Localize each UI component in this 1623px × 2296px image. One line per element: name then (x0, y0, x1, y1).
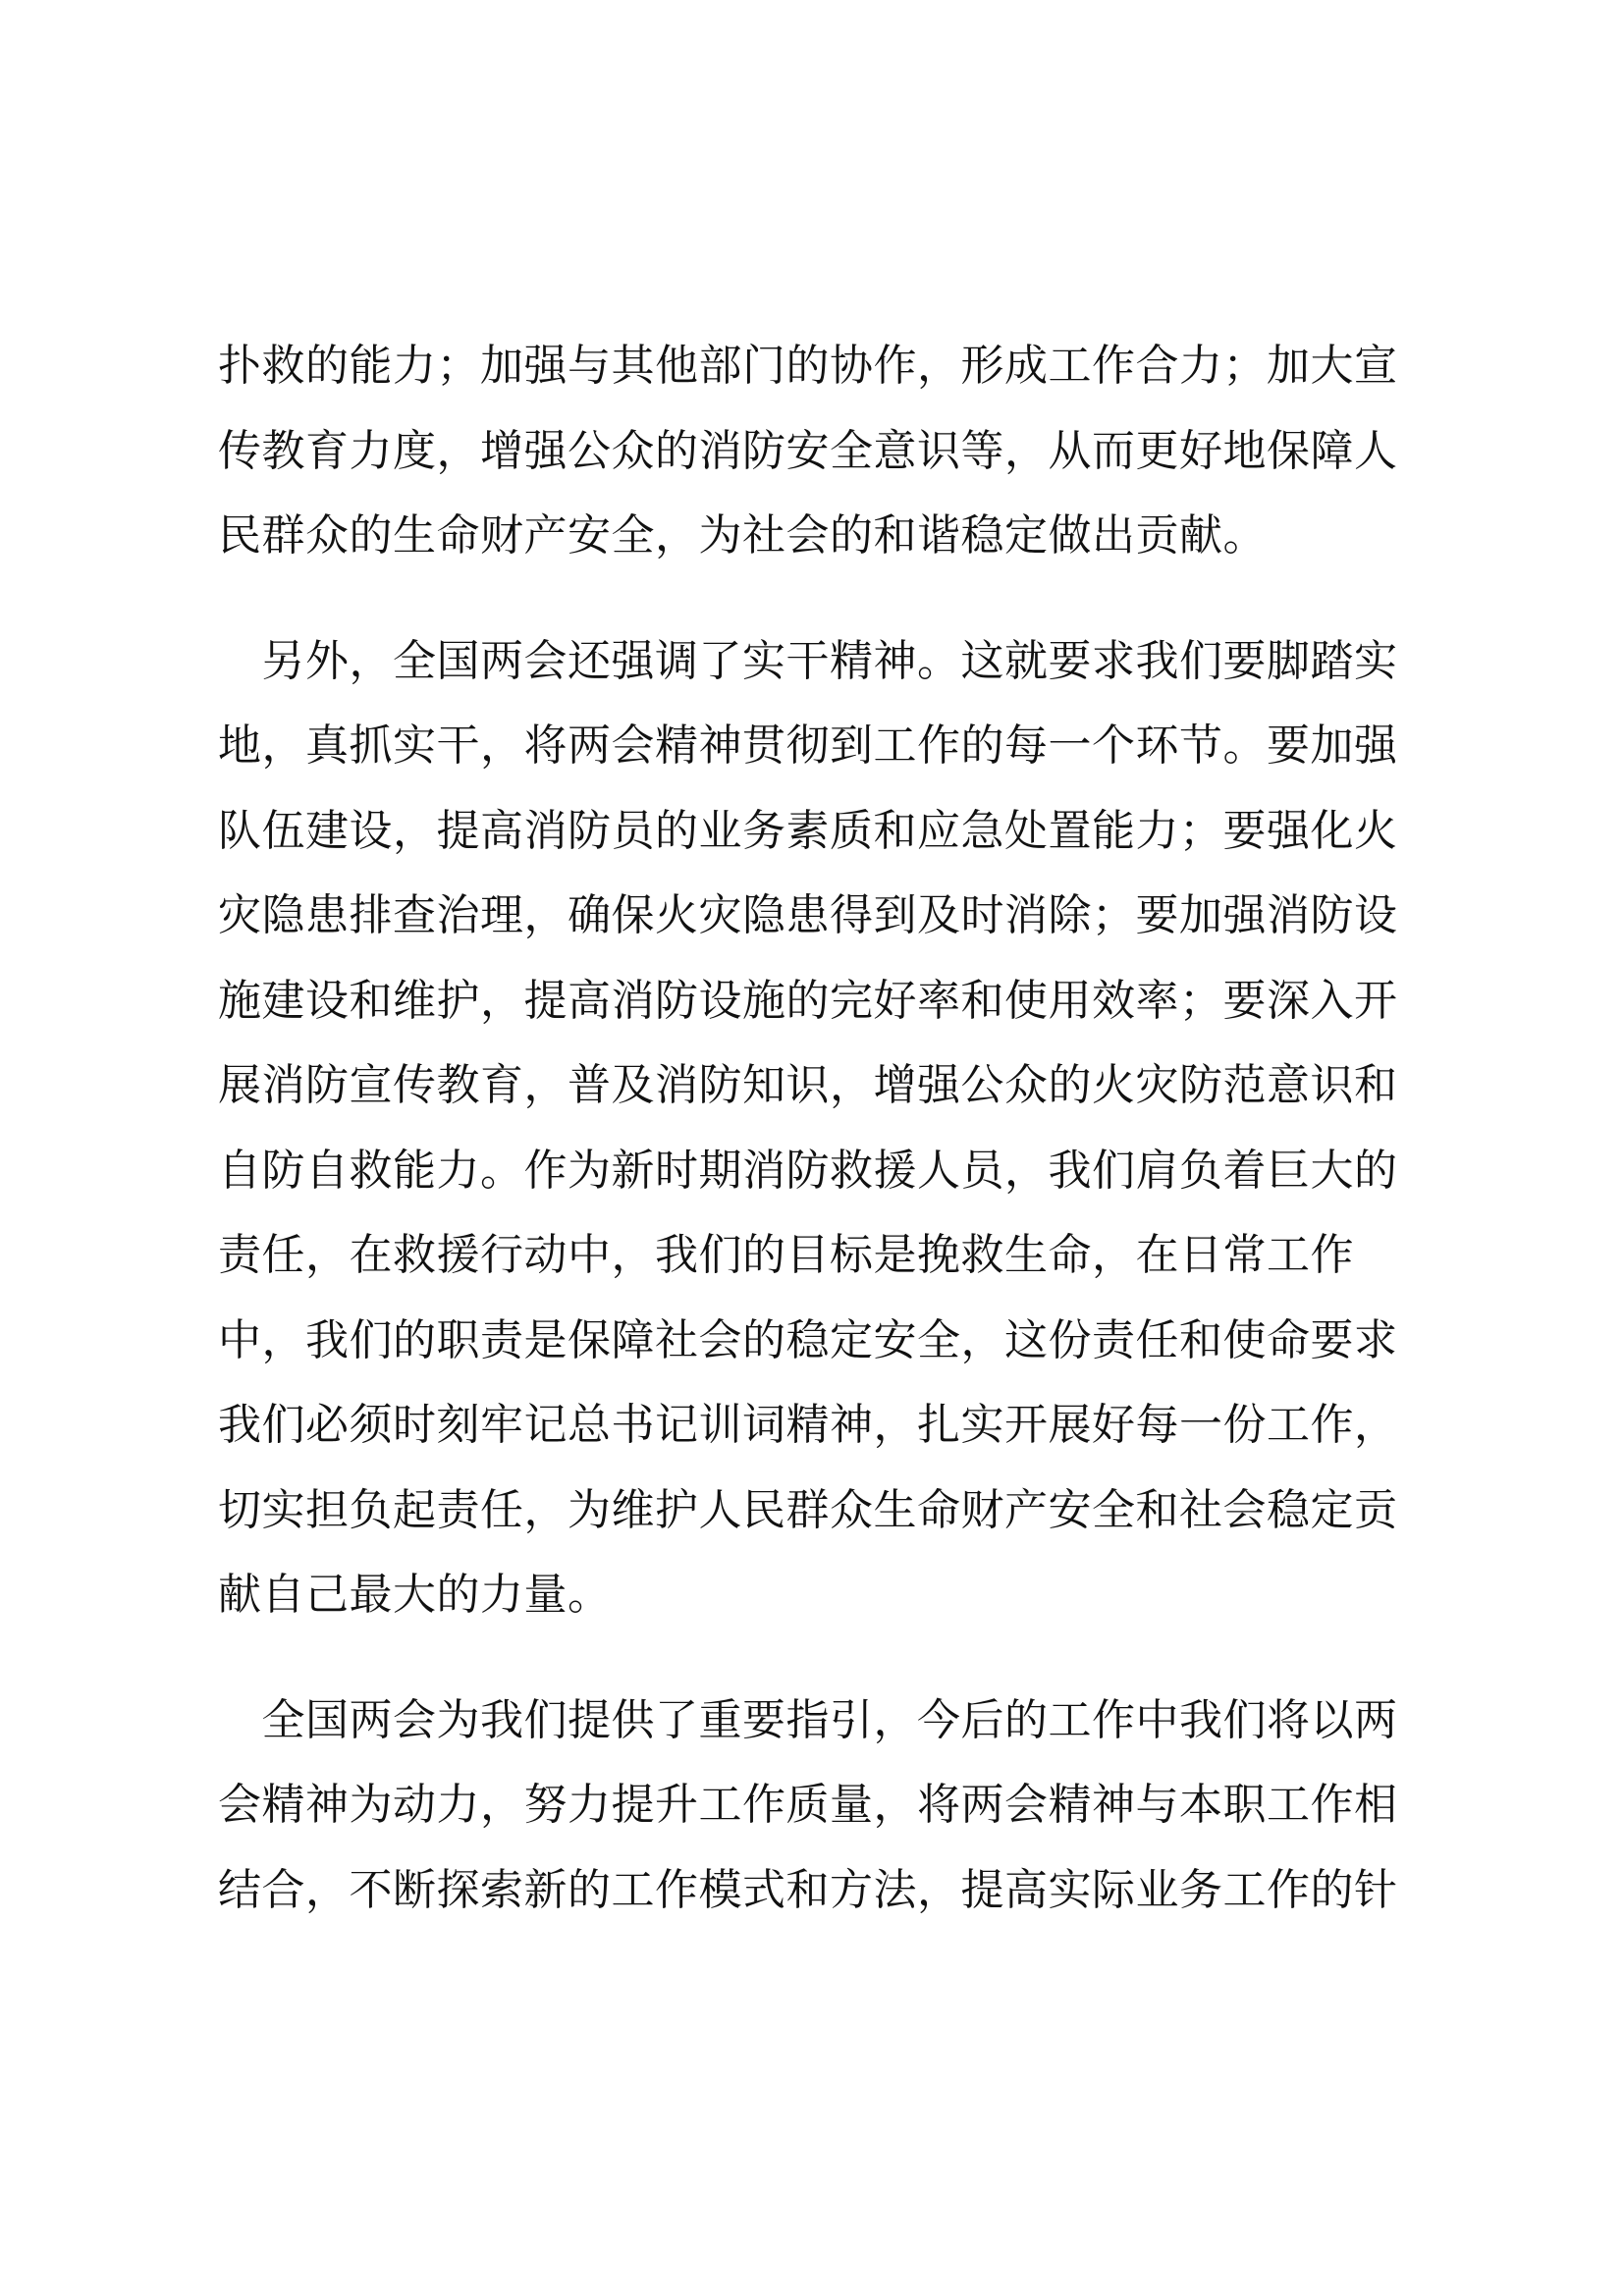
text-line: 我们必须时刻牢记总书记训词精神，扎实开展好每一份工作， (218, 1400, 1398, 1450)
text-line: 传教育力度，增强公众的消防安全意识等，从而更好地保障人 (218, 425, 1398, 476)
paragraph-3 (218, 1679, 1426, 1934)
text-line: 另外，全国两会还强调了实干精神。这就要求我们要脚踏实 (218, 635, 1398, 686)
text-line: 施建设和维护，提高消防设施的完好率和使用效率；要深入开 (218, 975, 1398, 1026)
text-line: 展消防宣传教育，普及消防知识，增强公众的火灾防范意识和 (218, 1060, 1398, 1110)
text-line: 地，真抓实干，将两会精神贯彻到工作的每一个环节。要加强 (218, 721, 1398, 771)
text-line: 队伍建设，提高消防员的业务素质和应急处置能力；要强化火 (218, 805, 1398, 856)
paragraph-2 (218, 619, 1426, 1638)
text-line: 中，我们的职责是保障社会的稳定安全，这份责任和使命要求 (218, 1314, 1398, 1365)
text-line: 自防自救能力。作为新时期消防救援人员，我们肩负着巨大的 (218, 1145, 1398, 1196)
text-line: 民群众的生命财产安全，为社会的和谐稳定做出贡献。 (218, 510, 1267, 561)
text-line: 责任，在救援行动中，我们的目标是挽救生命，在日常工作 (218, 1230, 1354, 1280)
text-line: 会精神为动力，努力提升工作质量，将两会精神与本职工作相 (218, 1780, 1398, 1830)
text-line: 扑救的能力；加强与其他部门的协作，形成工作合力；加大宣 (218, 341, 1398, 391)
text-line: 切实担负起责任，为维护人民群众生命财产安全和社会稳定贡 (218, 1484, 1398, 1535)
document-body (218, 324, 1426, 1933)
text-line: 全国两会为我们提供了重要指引，今后的工作中我们将以两 (218, 1694, 1398, 1745)
text-line: 结合，不断探索新的工作模式和方法，提高实际业务工作的针 (218, 1864, 1398, 1915)
text-line: 灾隐患排查治理，确保火灾隐患得到及时消除；要加强消防设 (218, 890, 1398, 940)
paragraph-1 (218, 324, 1426, 579)
text-line: 献自己最大的力量。 (218, 1570, 612, 1620)
